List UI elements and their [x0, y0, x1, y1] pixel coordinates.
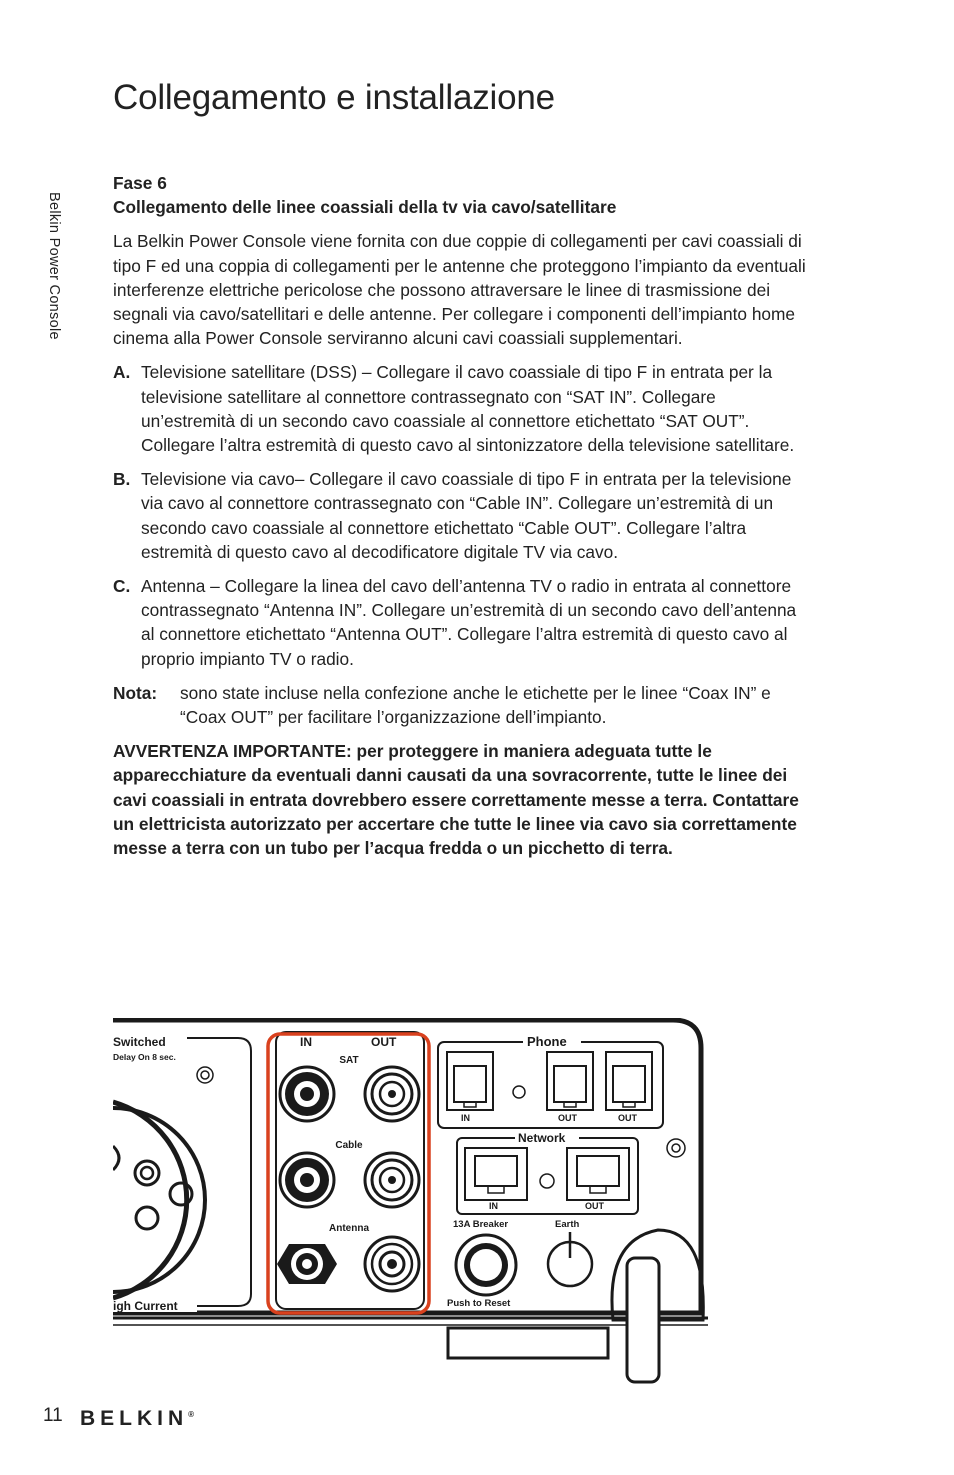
- high-current-label: igh Current: [113, 1299, 178, 1313]
- coax-out-label: OUT: [371, 1035, 397, 1049]
- section-subtitle: Collegamento delle linee coassiali della tv via cavo/satellitare: [113, 197, 617, 218]
- list-item-label: C.: [113, 576, 131, 597]
- phone-out-jack-2: [606, 1052, 652, 1110]
- phone-in-label: IN: [461, 1113, 470, 1123]
- note-text: sono state incluse nella confezione anche le etichette per le linee “Coax IN” e “Coax OUT” per facilitare l’organizzazione dell’impianto.: [180, 682, 771, 728]
- phone-out1-label: OUT: [558, 1113, 577, 1123]
- sat-label: SAT: [339, 1055, 359, 1066]
- breaker-reset-button: [456, 1235, 516, 1295]
- cable-in-connector: [280, 1153, 334, 1207]
- antenna-in-connector: [277, 1244, 337, 1284]
- network-out-port: [567, 1148, 629, 1200]
- cable-label: Cable: [335, 1140, 363, 1151]
- phone-in-jack: [447, 1052, 493, 1110]
- earth-terminal: [548, 1232, 592, 1286]
- page-title: Collegamento e installazione: [113, 78, 555, 117]
- page-number: 11: [43, 1405, 63, 1426]
- list-item-text: Televisione satellitare (DSS) – Collegare il cavo coassiale di tipo F in entrata per la televisione satellitare al connettore contrassegnato con “SAT IN”. Collegare un’estremità di un secondo cavo coassiale al connettore etichettato “SAT OUT”. Collegare l’altra estremità di questo cavo al sintonizzatore della televisione satellitare.: [141, 362, 795, 456]
- sat-out-connector: [365, 1067, 419, 1121]
- list-item-label: B.: [113, 469, 131, 490]
- cable-out-connector: [365, 1153, 419, 1207]
- reset-label: Push to Reset: [447, 1298, 511, 1309]
- list-item-a: [113, 360, 813, 457]
- delay-label: Delay On 8 sec.: [113, 1052, 176, 1062]
- list-item-text: Antenna – Collegare la linea del cavo dell’antenna TV o radio in entrata al connettore contrassegnato “Antenna IN”. Collegare un’estremità di un secondo cavo dell’antenna al connettore etichettato “Antenna OUT”. Collegare l’altra estremità di questo cavo al proprio impianto TV o radio.: [141, 576, 797, 669]
- sidebar-label-text: Belkin Power Console: [46, 192, 62, 340]
- list-item-text: Televisione via cavo– Collegare il cavo coassiale di tipo F in entrata per la televisione via cavo al connettore contrassegnato con “Cable IN”. Collegare un’estremità di un secondo cavo coassiale al connettore etichettato “Cable OUT”. Collegare l’altra estremità di questo cavo al decodificatore digitale TV via cavo.: [141, 469, 792, 562]
- step-heading: Fase 6: [113, 173, 167, 193]
- switched-label: Switched: [113, 1035, 166, 1049]
- belkin-logo: [80, 1407, 194, 1431]
- warning-paragraph: AVVERTENZA IMPORTANTE: per proteggere in maniera adeguata tutte le apparecchiature da eventuali danni causati da una sovracorrente, tutte le linee dei cavi coassiali in entrata dovrebbero essere correttamente messe a terra. Contattare un elettricista autorizzato per accertare che tutte le linee via cavo sia correttamente messe a terra con un tubo per l’acqua fredda o un picchetto di terra.: [113, 741, 799, 859]
- note-label: Nota:: [113, 682, 158, 703]
- logo-text: BELKIN: [80, 1407, 189, 1430]
- earth-label: Earth: [555, 1219, 580, 1230]
- phone-label: Phone: [527, 1034, 567, 1049]
- network-out-label: OUT: [585, 1201, 604, 1211]
- phone-out-jack-1: [547, 1052, 593, 1110]
- coax-in-label: IN: [300, 1035, 312, 1049]
- network-in-port: [465, 1148, 527, 1200]
- registered-mark: ®: [188, 1410, 195, 1419]
- note: [113, 681, 813, 729]
- antenna-out-connector: [365, 1237, 419, 1291]
- network-label: Network: [518, 1131, 566, 1145]
- sidebar-label: [40, 192, 60, 392]
- sat-in-connector: [280, 1067, 334, 1121]
- breaker-label: 13A Breaker: [453, 1219, 509, 1230]
- main-content: [113, 171, 813, 860]
- list-item-b: [113, 467, 813, 564]
- list-item-c: [113, 574, 813, 671]
- network-in-label: IN: [489, 1201, 498, 1211]
- phone-out2-label: OUT: [618, 1113, 637, 1123]
- rear-panel-illustration: [113, 1018, 713, 1386]
- intro-paragraph: La Belkin Power Console viene fornita con due coppie di collegamenti per cavi coassiali di tipo F ed una coppia di collegamenti per le antenne che proteggono l’impianto da eventuali interferenze elettriche pericolose che possono attraversare le linee di trasmissione dei segnali via cavo/satellitari e delle antenne. Per collegare i componenti dell’impianto home cinema alla Power Console serviranno alcuni cavi coassiali supplementari.: [113, 231, 806, 349]
- list-item-label: A.: [113, 362, 131, 383]
- antenna-label: Antenna: [329, 1223, 369, 1234]
